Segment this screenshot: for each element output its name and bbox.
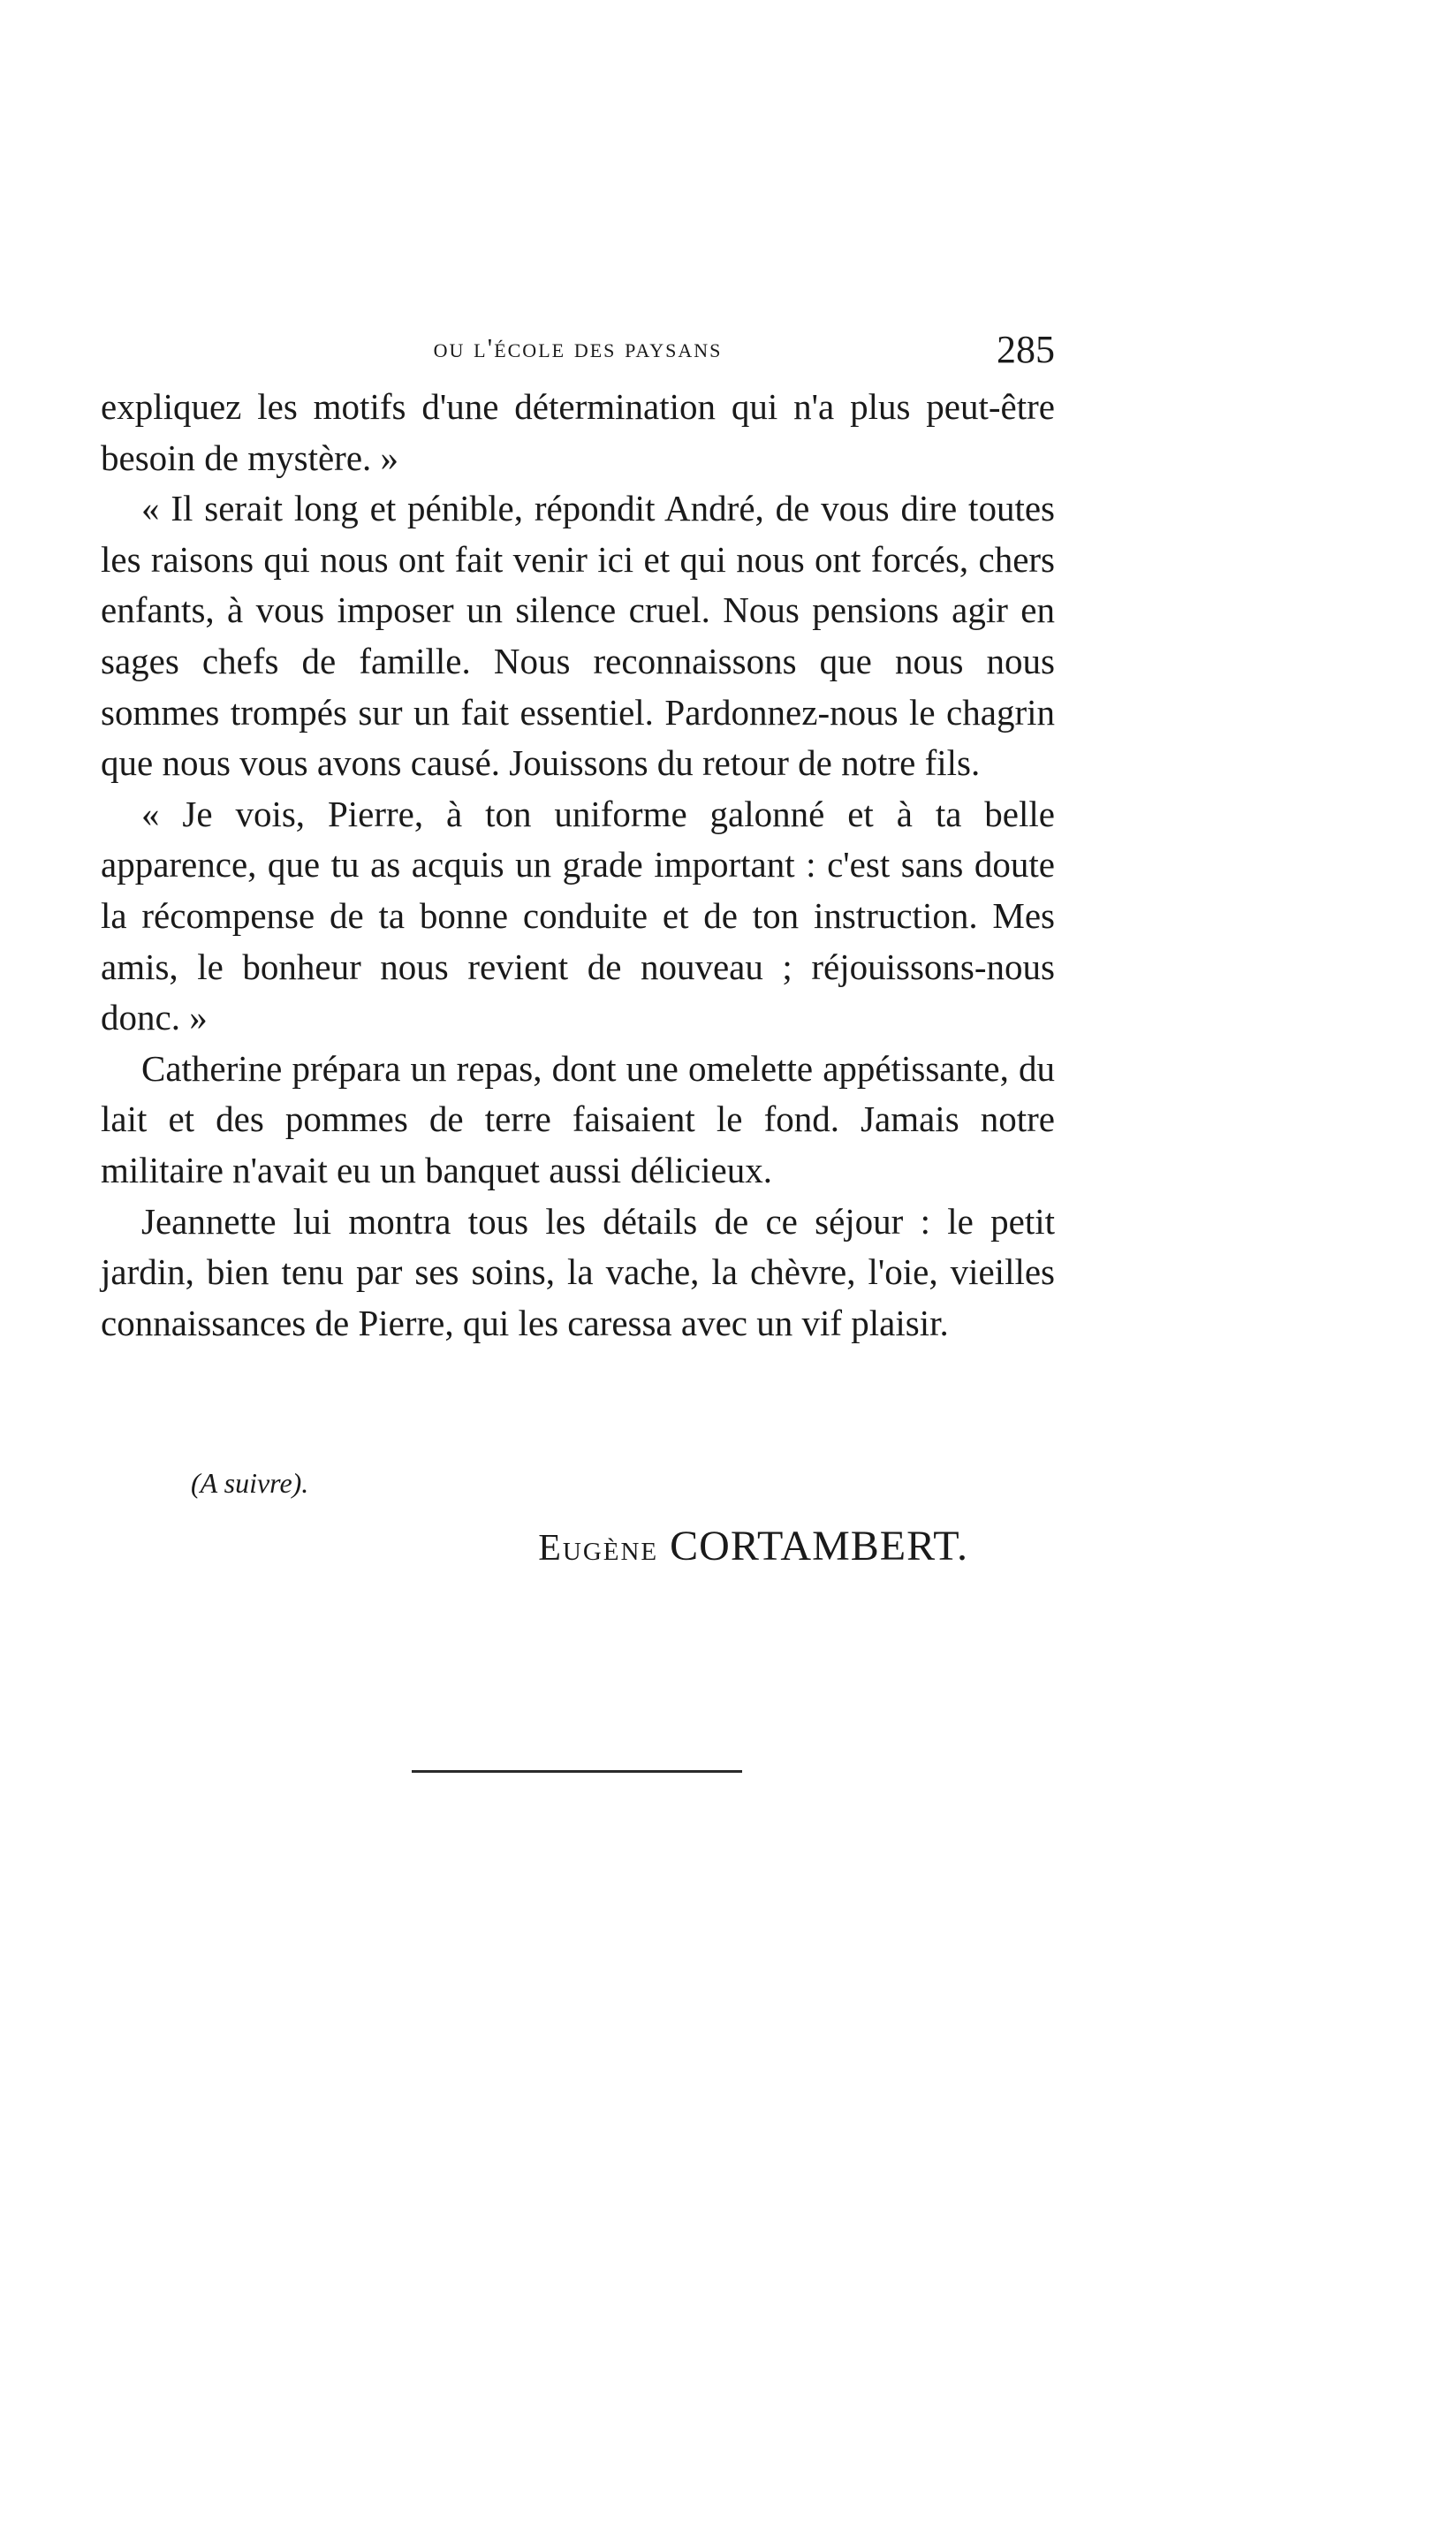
to-be-continued-note: (A suivre). [191,1467,309,1499]
paragraph-catherine-repas: Catherine prépara un repas, dont une omelette appétissante, du lait et des pommes de terre faisaient le fond. Jamais notre militaire n'avait eu un banquet aussi délicieux. [101,1047,1055,1190]
end-rule-divider [412,1770,742,1773]
paragraph-jeannette-sejour: Jeannette lui montra tous les détails de ce séjour : le petit jardin, bien tenu par ses soins, la vache, la chèvre, l'oie, vieilles connaissances de Pierre, qui les caressa avec un vif plaisir. [101,1200,1055,1343]
author-first-name: Eugène [538,1528,659,1569]
paragraph-continuation: expliquez les motifs d'une détermination qui n'a plus peut-être besoin de mystère. » [101,386,1055,478]
paragraph-andre-reply: « Il serait long et pénible, répondit André, de vous dire toutes les raisons qui nous ont fait venir ici et qui nous ont forcés, chers enfants, à vous imposer un silence cruel. Nous pensions agir en sages chefs de famille. Nous reconnaissons que nous nous sommes trompés sur un fait essentiel. Pardonnez-nous le chagrin que nous vous avons causé. Jouissons du retour de notre fils. [101,488,1055,784]
running-head [101,327,1055,380]
paragraph-je-vois-pierre: « Je vois, Pierre, à ton uniforme galonné et à ta belle apparence, que tu as acquis un grade important : c'est sans doute la récompense de ta bonne conduite et de ton instruction. Mes amis, le bonheur nous revient de nouveau ; réjouissons-nous donc. » [101,793,1055,1038]
author-signature [538,1522,968,1570]
body-text [101,382,1055,1349]
author-last-name: CORTAMBERT. [670,1523,968,1570]
running-title: ou l'école des paysans [433,332,723,363]
page-number: 285 [997,328,1055,371]
